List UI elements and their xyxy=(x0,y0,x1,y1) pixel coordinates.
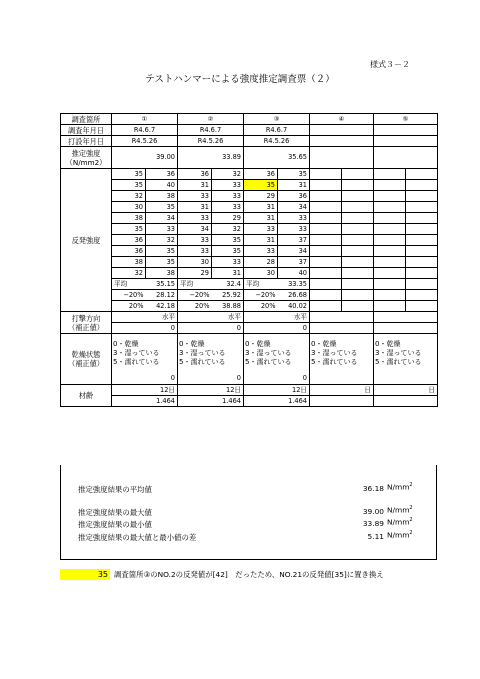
est-strength-label-text: 推定強度 xyxy=(71,148,101,158)
rebound-value: 31 xyxy=(212,268,244,279)
rebound-empty xyxy=(342,257,374,268)
rebound-value: 36 xyxy=(146,169,178,180)
rebound-empty xyxy=(406,213,438,224)
location-cell: ② xyxy=(178,114,244,125)
rebound-row xyxy=(61,213,438,224)
rebound-value: 33 xyxy=(212,257,244,268)
rebound-empty xyxy=(310,180,342,191)
rebound-value: 30 xyxy=(178,257,212,268)
pour-date-cell: R4.5.26 xyxy=(178,136,244,147)
rebound-empty xyxy=(342,180,374,191)
dry-option: 3・湿っている xyxy=(113,349,160,358)
rebound-empty xyxy=(310,191,342,202)
location-cell: ⑤ xyxy=(374,114,438,125)
rebound-empty xyxy=(374,202,406,213)
rebound-empty xyxy=(374,180,406,191)
rebound-empty xyxy=(310,213,342,224)
rebound-value: 37 xyxy=(278,235,310,246)
summary-avg-label: 推定強度結果の平均値 xyxy=(78,485,152,494)
stat-label: 20% xyxy=(178,301,212,312)
survey-date-cell xyxy=(310,125,374,136)
rebound-value: 33 xyxy=(178,191,212,202)
dry-option: 5・濡れている xyxy=(245,358,292,367)
pour-date-cell: R4.5.26 xyxy=(112,136,178,147)
age-days: 12日 xyxy=(244,385,310,396)
rebound-value: 38 xyxy=(112,213,146,224)
dry-options-cell xyxy=(310,334,374,374)
dry-option: 0・乾燥 xyxy=(311,339,337,348)
dry-option: 5・濡れている xyxy=(113,358,160,367)
rebound-value: 33 xyxy=(178,235,212,246)
rebound-value-replaced: 35 xyxy=(244,180,278,191)
dry-state-row xyxy=(61,334,438,374)
location-cell: ④ xyxy=(310,114,374,125)
dry-option: 5・濡れている xyxy=(179,358,226,367)
rebound-empty xyxy=(406,169,438,180)
rebound-empty xyxy=(342,268,374,279)
survey-date-cell: R4.6.7 xyxy=(112,125,178,136)
rebound-empty xyxy=(310,268,342,279)
rebound-value: 35 xyxy=(212,246,244,257)
rebound-empty xyxy=(406,202,438,213)
rebound-value: 30 xyxy=(244,268,278,279)
stat-empty xyxy=(406,279,438,290)
stat-empty xyxy=(310,290,342,301)
summary-min-label: 推定強度結果の最小値 xyxy=(78,520,152,529)
stat-label: −20% xyxy=(244,290,278,301)
rebound-empty xyxy=(374,224,406,235)
dry-corr-value: 0 xyxy=(244,374,310,385)
rebound-empty xyxy=(406,235,438,246)
rebound-value: 30 xyxy=(112,202,146,213)
rebound-value: 31 xyxy=(244,202,278,213)
rebound-value: 28 xyxy=(244,257,278,268)
est-strength-row xyxy=(61,147,438,169)
rebound-empty xyxy=(342,246,374,257)
stat-value: 35.15 xyxy=(146,279,178,290)
stat-value: 26.68 xyxy=(278,290,310,301)
age-factor xyxy=(374,396,438,407)
stat-label: 平均 xyxy=(112,279,146,290)
stat-value: 42.18 xyxy=(146,301,178,312)
rebound-value: 34 xyxy=(278,246,310,257)
rebound-value: 34 xyxy=(146,213,178,224)
rebound-empty xyxy=(406,268,438,279)
rebound-value: 35 xyxy=(278,169,310,180)
rebound-empty xyxy=(342,169,374,180)
rebound-value: 38 xyxy=(146,268,178,279)
rebound-empty xyxy=(310,257,342,268)
age-days: 12日 xyxy=(112,385,178,396)
survey-date-label: 調査年月日 xyxy=(61,125,112,136)
rebound-value: 35 xyxy=(146,202,178,213)
rebound-empty xyxy=(342,202,374,213)
stat-empty xyxy=(310,301,342,312)
document-title: テストハンマーによる強度推定調査票（２） xyxy=(145,74,335,85)
summary-max-unit: $N/mm^2$ xyxy=(387,505,413,515)
stat-empty xyxy=(342,301,374,312)
rebound-row xyxy=(61,235,438,246)
direction-corr-value: 0 xyxy=(178,323,244,334)
stat-empty xyxy=(406,301,438,312)
rebound-value: 32 xyxy=(146,235,178,246)
summary-avg-value: 36.18 xyxy=(362,484,384,493)
dry-options-cell xyxy=(374,334,438,374)
dry-option: 3・湿っている xyxy=(311,349,358,358)
rebound-value: 35 xyxy=(212,235,244,246)
survey-date-cell xyxy=(374,125,438,136)
summary-max-value: 39.00 xyxy=(362,507,384,516)
stat-value: 25.92 xyxy=(212,290,244,301)
rebound-empty xyxy=(374,257,406,268)
location-row xyxy=(61,114,438,125)
rebound-value: 33 xyxy=(178,213,212,224)
rebound-label: 反発強度 xyxy=(61,169,112,312)
rebound-value: 31 xyxy=(244,235,278,246)
est-strength-label xyxy=(61,147,112,169)
dry-corr-value: 0 xyxy=(112,374,178,385)
rebound-value: 36 xyxy=(112,235,146,246)
stat-empty xyxy=(374,290,406,301)
rebound-value: 31 xyxy=(244,213,278,224)
dry-corr-value xyxy=(374,374,438,385)
stat-value: 38.88 xyxy=(212,301,244,312)
rebound-value: 33 xyxy=(178,246,212,257)
pour-date-label: 打設年月日 xyxy=(61,136,112,147)
rebound-value: 32 xyxy=(212,169,244,180)
rebound-value: 38 xyxy=(146,191,178,202)
direction-empty xyxy=(374,312,438,323)
rebound-value: 33 xyxy=(146,224,178,235)
rebound-value: 29 xyxy=(244,191,278,202)
dry-state-label-text: 乾燥状態 xyxy=(71,350,101,359)
dry-options-cell xyxy=(112,334,178,374)
rebound-value: 29 xyxy=(178,268,212,279)
age-factor: 1.464 xyxy=(112,396,178,407)
rebound-empty xyxy=(310,246,342,257)
dry-option: 5・濡れている xyxy=(311,358,358,367)
survey-table xyxy=(60,113,438,407)
plus-row xyxy=(61,301,438,312)
stat-label: −20% xyxy=(112,290,146,301)
age-days: 日 xyxy=(374,385,438,396)
dry-option: 3・湿っている xyxy=(245,349,292,358)
direction-value: 水平 xyxy=(178,312,244,323)
dry-option: 3・湿っている xyxy=(179,349,226,358)
rebound-value: 33 xyxy=(244,224,278,235)
rebound-empty xyxy=(406,224,438,235)
rebound-empty xyxy=(310,224,342,235)
stat-value: 28.12 xyxy=(146,290,178,301)
age-days: 12日 xyxy=(178,385,244,396)
age-factor xyxy=(310,396,374,407)
est-strength-cell xyxy=(374,147,438,169)
dry-option: 3・湿っている xyxy=(375,349,422,358)
rebound-empty xyxy=(374,268,406,279)
summary-min-unit: $N/mm^2$ xyxy=(387,517,413,527)
direction-corr-value: 0 xyxy=(244,323,310,334)
rebound-value: 37 xyxy=(278,257,310,268)
pour-date-cell xyxy=(310,136,374,147)
note-highlight-value: 35 xyxy=(60,569,110,580)
stat-label: 20% xyxy=(112,301,146,312)
rebound-empty xyxy=(310,235,342,246)
direction-corr-label: （補正値） xyxy=(68,322,104,332)
summary-diff-value: 5.11 xyxy=(367,532,384,541)
est-strength-cell: 35.65 xyxy=(244,147,310,169)
rebound-empty xyxy=(406,180,438,191)
stat-empty xyxy=(374,301,406,312)
direction-corr-value: 0 xyxy=(112,323,178,334)
direction-corr-empty xyxy=(374,323,438,334)
rebound-value: 31 xyxy=(178,180,212,191)
rebound-empty xyxy=(342,224,374,235)
stat-label: 平均 xyxy=(178,279,212,290)
pour-date-row xyxy=(61,136,438,147)
rebound-value: 33 xyxy=(278,213,310,224)
rebound-row xyxy=(61,257,438,268)
rebound-value: 33 xyxy=(212,180,244,191)
rebound-value: 33 xyxy=(244,246,278,257)
rebound-value: 29 xyxy=(212,213,244,224)
rebound-empty xyxy=(406,191,438,202)
rebound-value: 36 xyxy=(244,169,278,180)
rebound-empty xyxy=(374,191,406,202)
stat-empty xyxy=(374,279,406,290)
rebound-row xyxy=(61,268,438,279)
rebound-value: 34 xyxy=(278,202,310,213)
rebound-empty xyxy=(374,235,406,246)
rebound-empty xyxy=(406,257,438,268)
location-label: 調査箇所 xyxy=(61,114,112,125)
dry-option: 5・濡れている xyxy=(375,358,422,367)
direction-value: 水平 xyxy=(112,312,178,323)
dry-state-label xyxy=(61,334,112,385)
age-row xyxy=(61,385,438,396)
stat-label: −20% xyxy=(178,290,212,301)
direction-label xyxy=(61,312,112,334)
summary-diff-unit: $N/mm^2$ xyxy=(387,530,413,540)
note-text: 調査箇所③のNO.2の反発値が[42] だったため、NO.21の反発値[35]に置き換え xyxy=(114,570,384,579)
rebound-value: 40 xyxy=(146,180,178,191)
rebound-value: 33 xyxy=(278,224,310,235)
rebound-empty xyxy=(374,169,406,180)
age-factor-row xyxy=(61,396,438,407)
rebound-value: 36 xyxy=(278,191,310,202)
est-strength-cell: 33.89 xyxy=(178,147,244,169)
rebound-value: 31 xyxy=(278,180,310,191)
age-label: 材齢 xyxy=(61,385,112,407)
rebound-empty xyxy=(310,169,342,180)
rebound-value: 35 xyxy=(146,246,178,257)
dry-option: 0・乾燥 xyxy=(113,339,139,348)
rebound-row xyxy=(61,191,438,202)
rebound-value: 32 xyxy=(112,191,146,202)
stat-empty xyxy=(342,290,374,301)
dry-corr-value xyxy=(310,374,374,385)
survey-date-row xyxy=(61,125,438,136)
age-days: 日 xyxy=(310,385,374,396)
rebound-row xyxy=(61,202,438,213)
stat-label: 平均 xyxy=(244,279,278,290)
rebound-empty xyxy=(342,191,374,202)
rebound-row xyxy=(61,224,438,235)
rebound-value: 36 xyxy=(178,169,212,180)
survey-date-cell: R4.6.7 xyxy=(244,125,310,136)
survey-date-cell: R4.6.7 xyxy=(178,125,244,136)
est-strength-cell: 39.00 xyxy=(112,147,178,169)
rebound-empty xyxy=(310,202,342,213)
stat-empty xyxy=(342,279,374,290)
minus-row xyxy=(61,290,438,301)
direction-corr-row xyxy=(61,323,438,334)
location-cell: ① xyxy=(112,114,178,125)
dry-corr-row xyxy=(61,374,438,385)
est-strength-cell xyxy=(310,147,374,169)
dry-option: 0・乾燥 xyxy=(179,339,205,348)
rebound-value: 40 xyxy=(278,268,310,279)
rebound-value: 33 xyxy=(212,191,244,202)
rebound-value: 35 xyxy=(146,257,178,268)
stat-empty xyxy=(310,279,342,290)
rebound-empty xyxy=(342,235,374,246)
rebound-value: 38 xyxy=(112,257,146,268)
est-strength-unit: （N/mm2） xyxy=(65,157,107,167)
dry-option: 0・乾燥 xyxy=(245,339,271,348)
dry-corr-label: （補正値） xyxy=(68,359,104,368)
rebound-row xyxy=(61,169,438,180)
rebound-row xyxy=(61,246,438,257)
rebound-empty xyxy=(342,213,374,224)
stat-value: 32.4 xyxy=(212,279,244,290)
stat-label: 20% xyxy=(244,301,278,312)
pour-date-cell: R4.5.26 xyxy=(244,136,310,147)
dry-options-cell xyxy=(244,334,310,374)
rebound-value: 32 xyxy=(212,224,244,235)
rebound-empty xyxy=(406,246,438,257)
rebound-value: 35 xyxy=(112,180,146,191)
rebound-row xyxy=(61,180,438,191)
rebound-value: 31 xyxy=(178,202,212,213)
dry-options-cell xyxy=(178,334,244,374)
summary-min-value: 33.89 xyxy=(362,519,384,528)
summary-box xyxy=(60,465,437,560)
direction-corr-empty xyxy=(310,323,374,334)
rebound-value: 36 xyxy=(112,246,146,257)
rebound-value: 35 xyxy=(112,169,146,180)
rebound-value: 32 xyxy=(112,268,146,279)
summary-max-label: 推定強度結果の最大値 xyxy=(78,508,152,517)
age-factor: 1.464 xyxy=(178,396,244,407)
direction-label-text: 打撃方向 xyxy=(71,313,101,323)
stat-value: 33.35 xyxy=(278,279,310,290)
rebound-value: 34 xyxy=(178,224,212,235)
form-code: 様式３－２ xyxy=(370,60,410,69)
direction-value: 水平 xyxy=(244,312,310,323)
dry-corr-value: 0 xyxy=(178,374,244,385)
stat-value: 40.02 xyxy=(278,301,310,312)
direction-empty xyxy=(310,312,374,323)
direction-row xyxy=(61,312,438,323)
stat-empty xyxy=(406,290,438,301)
rebound-value: 33 xyxy=(212,202,244,213)
summary-diff-label: 推定強度結果の最大値と最小値の差 xyxy=(78,533,197,542)
avg-row xyxy=(61,279,438,290)
rebound-empty xyxy=(374,246,406,257)
summary-avg-unit: $N/mm^2$ xyxy=(387,482,413,492)
location-cell: ③ xyxy=(244,114,310,125)
rebound-value: 35 xyxy=(112,224,146,235)
dry-option: 0・乾燥 xyxy=(375,339,401,348)
age-factor: 1.464 xyxy=(244,396,310,407)
rebound-empty xyxy=(374,213,406,224)
pour-date-cell xyxy=(374,136,438,147)
